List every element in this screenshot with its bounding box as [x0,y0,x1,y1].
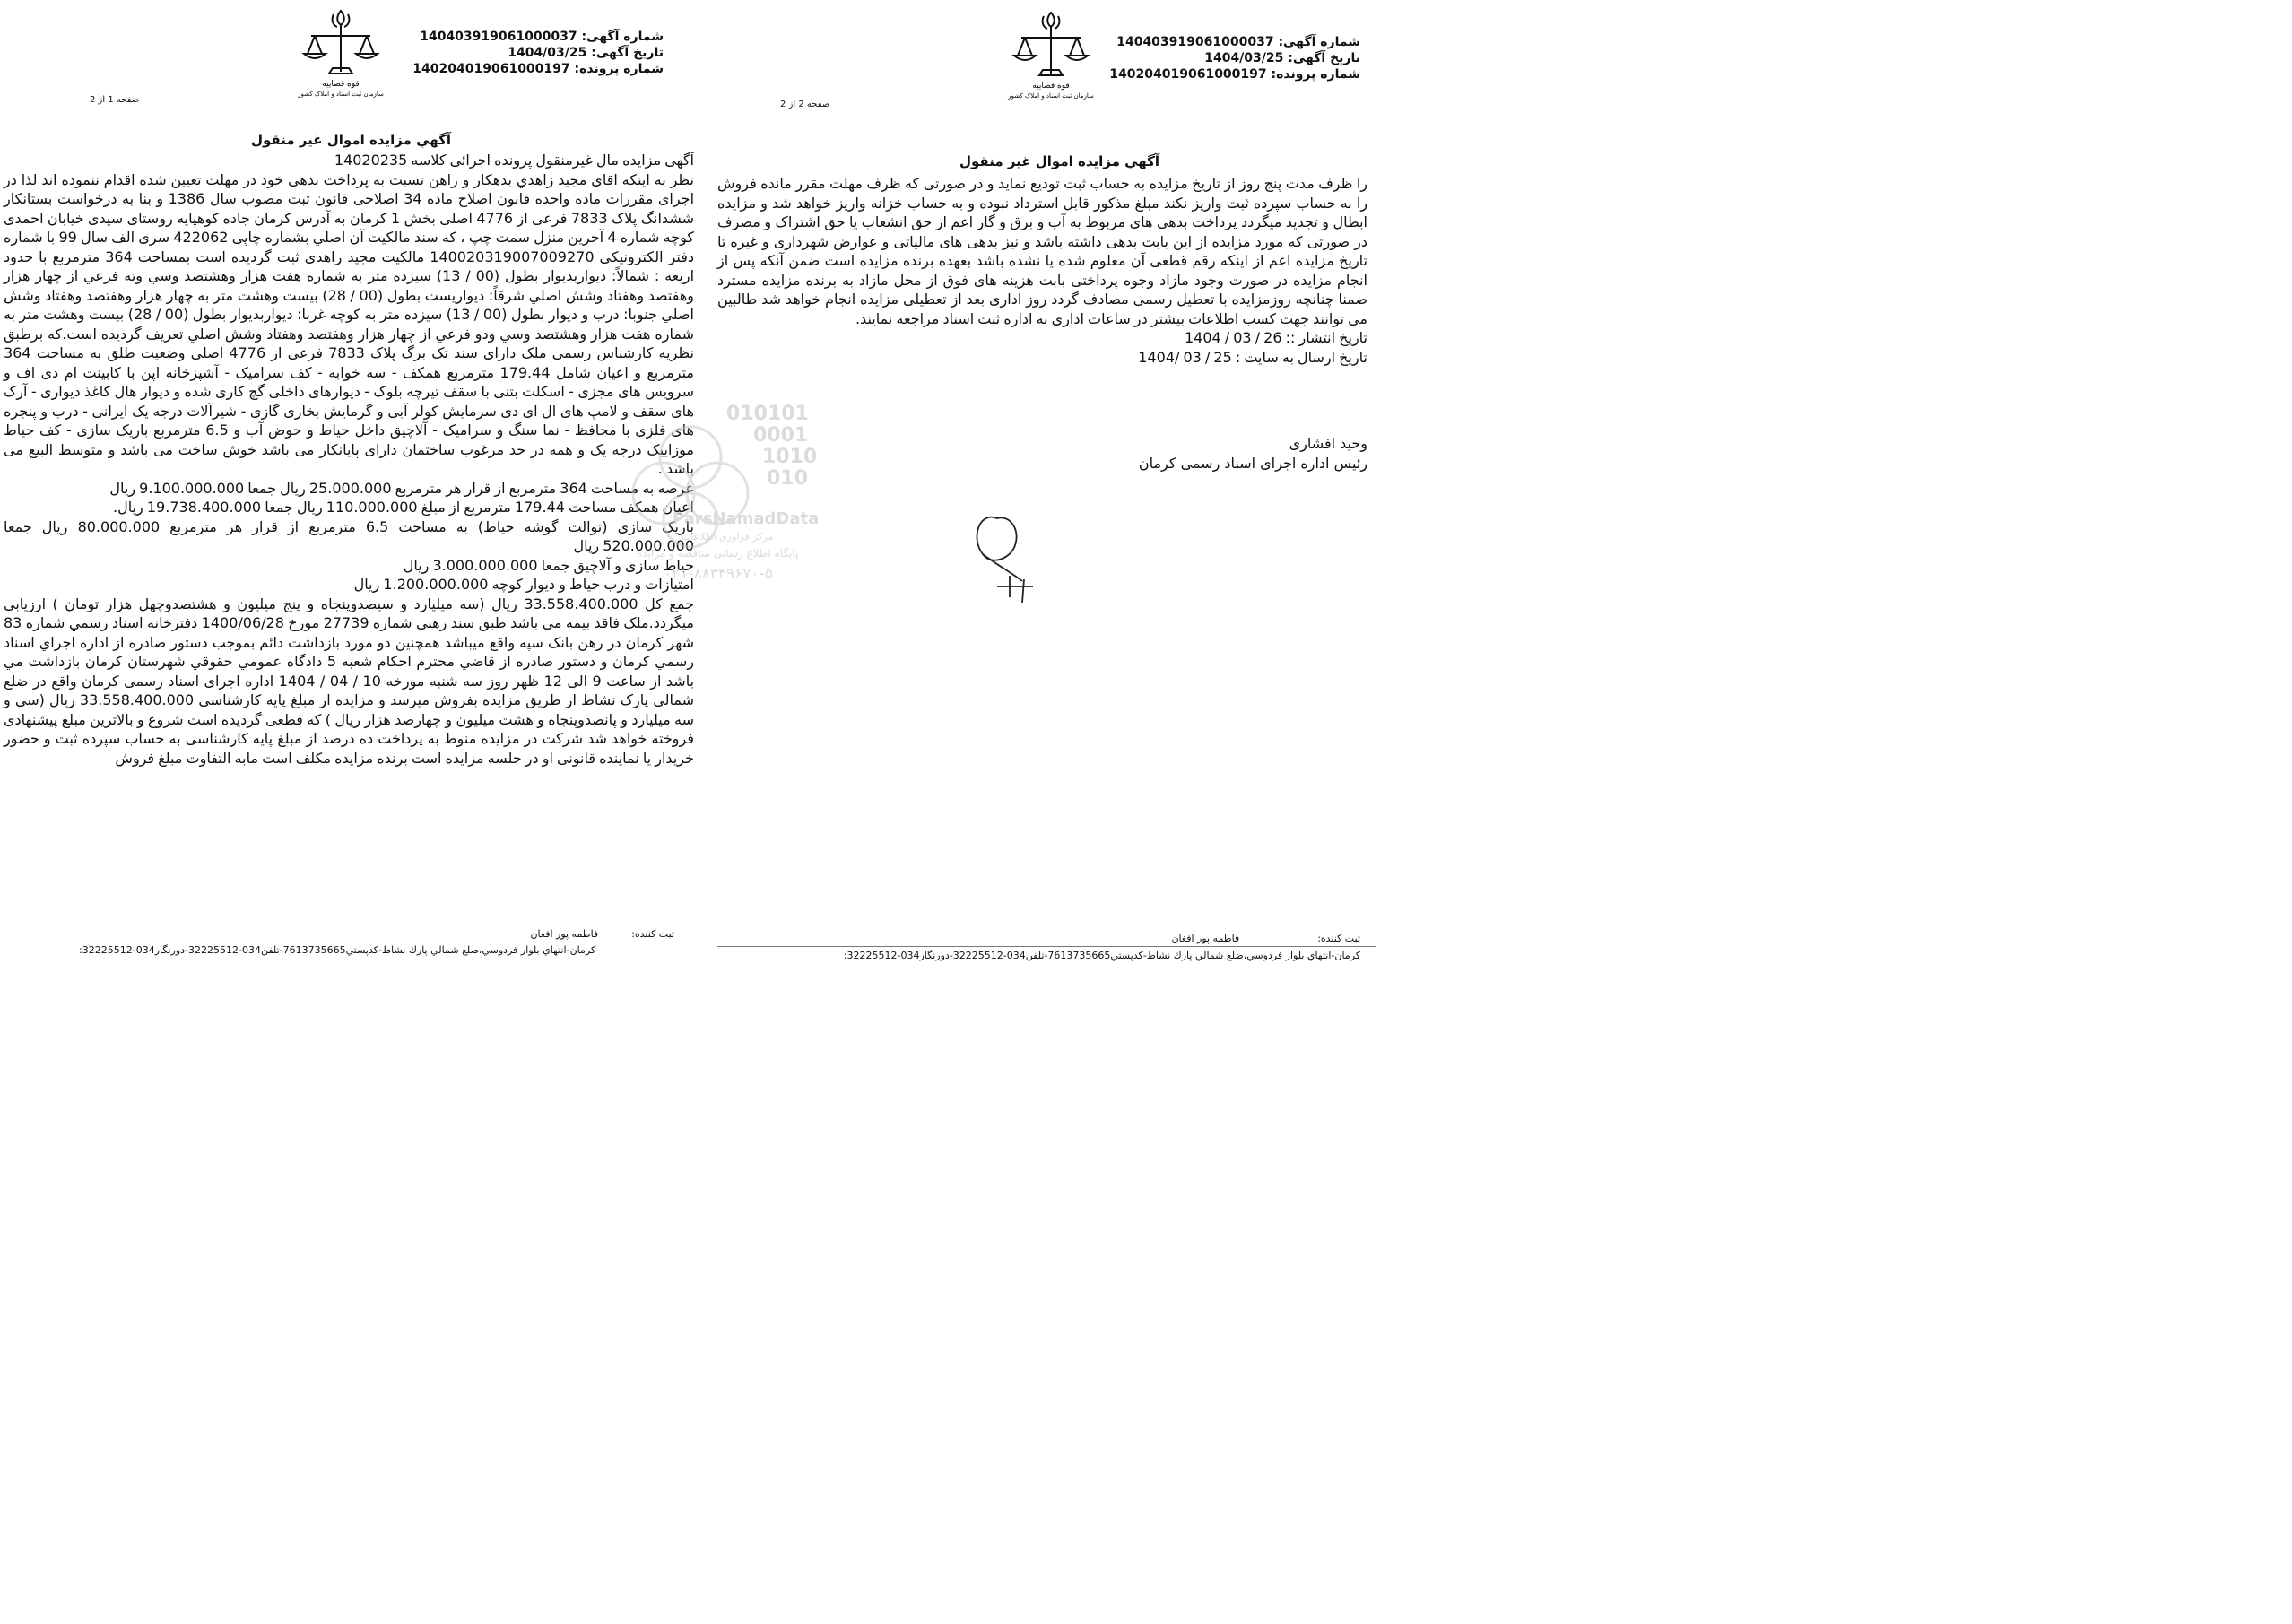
publish-date: تاریخ انتشار :: 26 / 03 / 1404 [1184,329,1367,346]
case-number-label: شماره پرونده: [1271,67,1360,82]
send-date: تاریخ ارسال به سایت : 25 / 03 /1404 [1138,348,1367,366]
signer-block [1139,434,1367,473]
registrar-name: فاطمه پور افغان [530,928,599,940]
notice-number-label: شماره آگهی: [1278,35,1360,49]
office-address: کرمان-انتهاي بلوار فردوسي،ضلع شمالي پارك نشاط-كدپستي7613735665-تلفن034-32225512-دورنگار034-32225512: [79,944,596,956]
emblem-bottom-text: سازمان ثبت اسناد و املاک کشور [1008,92,1094,100]
judiciary-emblem-icon [1002,5,1100,100]
notice-page-2 [710,0,1389,985]
emblem-top-text: قوه قضاییه [1032,82,1070,91]
notice-date-label: تاریخ آگهی: [1288,51,1360,65]
valuation-annex: باریک سازی (توالت گوشه حیاط) به مساحت 6.5 مترمربع از قرار هر مترمربع 80.000.000 ریال جمعا 520.000.000 ریال [4,517,694,554]
footer-divider [717,946,1376,947]
office-address: کرمان-انتهاي بلوار فردوسي،ضلع شمالي پارك نشاط-كدپستي7613735665-تلفن034-32225512-دورنگار034-32225512: [843,950,1360,961]
auction-terms: جمع کل 33.558.400.000 ریال (سه میلیارد و سیصدوپنجاه و پنج میلیون و هشتصدوچهل هزار تومان ) ارزیابی میگردد.ملک فاقد بیمه می باشد طبق سند رهنی شماره 27739 مورخ 1400/06/28 دفترخانه اسناد رسمي شماره 83 شهر کرمان در رهن بانک سپه واقع میباشد همچنين دو مورد بازداشت دائم بموجب دستور صادره از اداره اجراي اسناد رسمي كرمان و دستور صادره از قاضي محترم احكام شعبه 5 دادگاه عمومي حقوقي شهرستان كرمان بازداشت مي باشد از ساعت 9 الی 12 ظهر روز سه شنبه مورخه 10 / 04 / 1404 اداره اجرای اسناد رسمی کرمان واقع در ضلع شمالی پارک نشاط از طریق مزایده بفروش میرسد و مزایده از مبلغ پایه کارشناسی 33.558.400.000 ریال (سي و سه میلیارد و پانصدوپنجاه و هشت میلیون و چهارصد هزار ریال ) که قطعی گردیده است شروع و بالاترین مبلغ پیشنهادی فروخته خواهد شد شرکت در مزایده منوط به پرداخت ده درصد از مبلغ پایه کارشناسی به حساب سپرده ثبت و حضور خریدار یا نماینده قانونی او در جلسه مزایده است برنده مزایده مکلف است مابه التفاوت مبلغ فروش [4,595,695,767]
watermark-line-2: پایگاه اطلاع رسانی مناقصه و مزایده [637,547,799,560]
valuation-yard: حیاط سازی و آلاچیق جمعا 3.000.000.000 ریال [403,556,694,574]
notice-number: 140403919061000037 [420,30,577,44]
watermark-binary-1: 010101 [726,403,809,425]
notice-page-1 [0,0,710,985]
case-line: آگهی مزایده مال غیرمنقول پرونده اجرائی کلاسه 14020235 [334,152,694,169]
emblem-bottom-text: سازمان ثبت اسناد و املاک کشور [298,91,384,98]
registrar-label: ثبت کننده: [631,928,674,940]
notice-body [4,151,694,768]
property-description: نظر به اینکه اقای مجید زاهدي بدهکار و راهن نسبت به پرداخت بدهی خود در مهلت تعیین شده اقدام ننموده اند لذا در اجرای مقررات ماده واحده قانون اصلاح ماده 34 اصلاحی قانون ثبت مصوب سال 1386 و بنا به درخواست بستانکار ششدانگ پلاک 7833 فرعی از 4776 اصلی بخش 1 کرمان به آدرس کرمان جاده کوهپایه روستای سیدی خیابان احمدی کوچه شماره 4 آخرین منزل سمت چپ ، که سند مالکیت آن اصلي بشماره چاپی 422062 سری الف سال 99 با شماره دفتر الکترونیکی 140020319007009270 مالکیت مجید زاهدی ثبت گردیده است بمساحت 364 مترمربع با حدود اربعه : شمالاً: ديواربديوار بطول (00 / 13) سيزده متر به شماره هفت هزار وهشتصد وسي وته فرعي از چهار هزار وهفتصد وهفتاد وشش اصلي شرقاً: ديواريست بطول (00 / 28) بيست وهشت متر به چهار هزار وهفتصد وهفتاد وشش اصلي جنوبا: درب و ديوار بطول (00 / 13) سيزده متر به كوچه غربا: ديواربديوار بطول (00 / 28) بيست وهشت متر به شماره هفت هزار وهشتصد وسي ودو فرعي از چهار هزار وهفتصد وهفتاد وشش اصلي تعريف گرديده است.که برطبق نظریه کارشناس رسمی ملک دارای سند تک برگ پلاک 7833 فرعی از 4776 اصلی وضعیت طلق به مساحت 364 مترمربع و اعیان شامل 179.44 مترمربع همکف - سه خوابه - کف سرامیک - آشپزخانه اپن با کابینت ام دی اف و سرویس های مجزی - اسکلت بتنی با سقف تیرچه بلوک - دیوارهای داخلی گچ کاری شده و دیوار هال کاغذ دیواری - آرک های سقف و لامپ های ال ای دی سرمایش کولر آبی و گرمایش بخاری گازی - شیرآلات درجه یک ایرانی - درب و پنجره های فلزی با محافظ - نما سنگ و سرامیک - آلاچیق داخل حیاط و حوض آب و 6.5 مترمربع باریک سازی - کف حیاط موزاییک درجه یک و همه در حد مرغوب ساختمان دارای پایانکار می باشد خوش ساخت می باشد و متوسط البیع می باشد . [4,170,695,477]
watermark-binary-3: 1010 [762,446,818,468]
signer-name: وحید افشاری [1289,435,1367,452]
notice-date-label: تاریخ آگهی: [591,46,664,60]
watermark-line-1: مرکز فراوری اطلاعات [682,531,774,543]
signer-title: رئیس اداره اجرای اسناد رسمی کرمان [1138,454,1367,472]
notice-number-label: شماره آگهی: [581,30,664,44]
watermark-phone: ۰۲۱-۸۸۳۴۹۶۷۰-۵ [664,565,773,583]
notice-date: 1404/03/25 [1204,51,1284,65]
notice-title: آگهي مزايده اموال غير منقول [959,153,1160,169]
valuation-land: عرصه به مساحت 364 مترمربع از قرار هر مترمربع 25.000.000 ریال جمعا 9.100.000.000 ریال [109,479,694,497]
case-number: 140204019061000197 [1109,67,1267,82]
watermark-binary-2: 0001 [753,424,809,447]
case-number-label: شماره پرونده: [574,62,664,76]
notice-title: آگهي مزايده اموال غير منقول [251,132,452,148]
notice-date: 1404/03/25 [508,46,587,60]
notice-header [1109,34,1360,83]
page-number: صفحه 1 از 2 [90,95,140,105]
registrar-name: فاطمه پور افغان [1171,933,1240,944]
registrar-label: ثبت کننده: [1317,933,1360,944]
notice-body-continued [717,174,1367,367]
registrar [530,928,674,940]
notice-number: 140403919061000037 [1116,35,1274,49]
case-number: 140204019061000197 [412,62,570,76]
valuation-privileges: امتیازات و درب حیاط و دیوار کوچه 1.200.000.000 ریال [353,576,694,593]
notice-header [412,29,664,77]
judiciary-emblem-icon [291,4,390,98]
page-number: صفحه 2 از 2 [780,100,830,109]
valuation-building: اعیان همکف مساحت 179.44 مترمربع از مبلغ 110.000.000 ریال جمعا 19.738.400.000 ریال. [113,499,694,516]
emblem-top-text: قوه قضاییه [322,80,360,89]
signature-icon [970,502,1060,605]
watermark-binary-4: 010 [767,467,808,490]
registrar [1171,933,1360,944]
auction-terms-continued: را ظرف مدت پنج روز از تاریخ مزایده به حساب ثبت تودیع نماید و در صورتی که ظرف مهلت مقرر مانده فروش را به حساب سپرده ثبت واریز نکند مبلغ مذکور قابل استرداد نبوده و به حساب خزانه واریز خواهد شد و مزایده ابطال و تجدید میگردد پرداخت بدهی های مربوط به آب و برق و گاز اعم از حق انشعاب یا حق اشتراک و مصرف در صورتی که مورد مزایده از این بابت بدهی داشته باشد و نیز بدهی های مالیاتی و عوارض شهرداری و غیره تا تاریخ مزایده اعم از اینکه رقم قطعی آن معلوم شده یا نشده باشد بعهده برنده مزایده است ضمن آنکه پس از انجام مزایده در صورت وجود مازاد وجوه پرداختی بابت هزینه های فوق از محل مازاد به برنده مزایده مسترد ضمنا چنانچه روزمزایده با تعطیل رسمی مصادف گردد روز اداری بعد از تعطیلی مزایده انجام خواهد شد طالبین می توانند جهت کسب اطلاعات بیشتر در ساعات اداری به اداره ثبت اسناد مراجعه نمایند. [717,175,1367,327]
watermark-brand: ParsNamadData [673,509,820,528]
